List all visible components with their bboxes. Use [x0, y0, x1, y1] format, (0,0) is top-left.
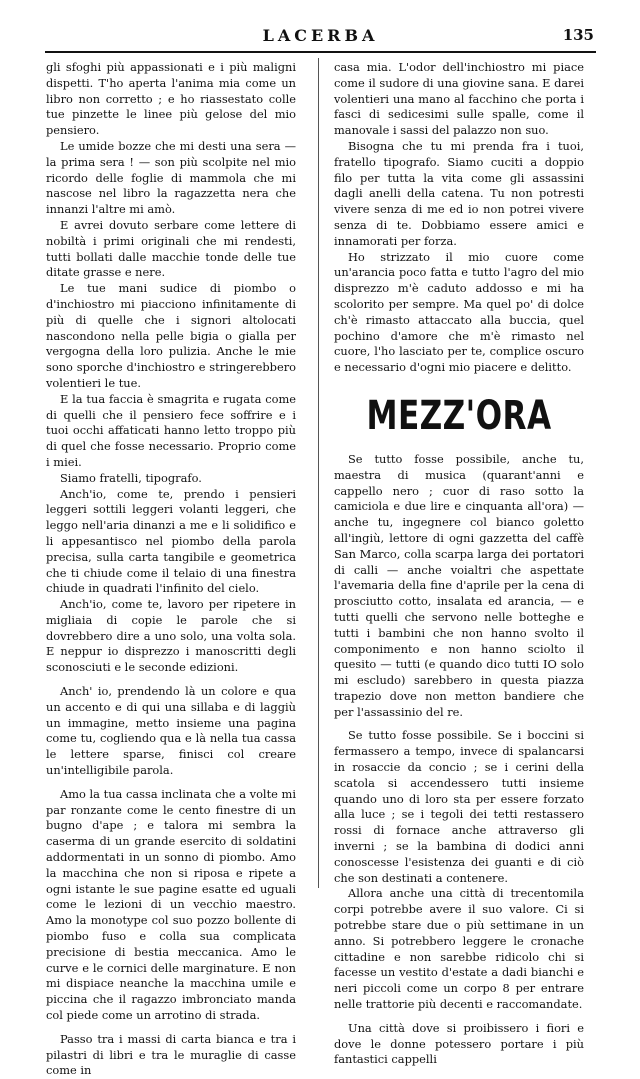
- paragraph: Anch'io, come te, prendo i pensieri leggeri sottili leggeri volanti leggeri, che leggo nell'aria dinanzi a me e li solidifico e li appesantisco nel piombo della parola precisa, sulla carta tangibile e geometrica che ti chiude come il telaio di una finestra chiude in quadrati l'infinito del cielo.: [46, 486, 296, 596]
- paragraph: Anch'io, come te, lavoro per ripetere in migliaia di copie le parole che si dovrebbero dire a uno solo, una volta sola. E neppur io disprezzo i manoscritti degli sconosciuti e le seconde edizioni.: [46, 597, 296, 675]
- paragraph: Una città dove si proibissero i fiori e dove le donne potessero portare i più fantastici cappelli: [334, 1020, 584, 1067]
- paragraph: Passo tra i massi di carta bianca e tra i pilastri di libri e tra le muraglie di casse come in: [46, 1031, 296, 1078]
- paragraph: Le umide bozze che mi desti una sera — la prima sera ! — son più scolpite nel mio ricordo delle foglie di mammola che mi nascose nel libro la ragazzetta nera che innanzi l'altre mi amò.: [46, 138, 296, 217]
- paragraph: casa mia. L'odor dell'inchiostro mi piace come il sudore di una giovine sana. E darei volentieri una mano al facchino che porta i fasci di sedicesimi sulle spalle, come il manovale i sassi del palazzo non suo.: [334, 60, 584, 138]
- paragraph: Se tutto fosse possibile, anche tu, maestra di musica (quarant'anni e cappello nero ; cuor di raso sotto la camiciola e due lire e cinquanta all'ora) — anche tu, ingegnere col bianco goletto all'ingiù, lettore di ogni gazzetta del caffè San Marco, colla scarpa larga dei portatori di calli — anche voialtri che aspettate l'avemaria della fine d'aprile per la cena di prosciutto cotto, insalata ed arancia, — e tutti quelli che servono nelle botteghe e tutti i bambini che non hanno svolto il componimento e non hanno sciolto il quesito — tutti (e quando dico tutti IO solo mi escludo) sarebbero in questa piazza trapezio dove non metton bandiere che per l'assassinio del re.: [334, 451, 584, 719]
- paragraph: Bisogna che tu mi prenda fra i tuoi, fratello tipografo. Siamo cuciti a doppio filo per tutta la vita come gli assassini dagli anelli della catena. Tu non potresti vivere senza di me ed io non potrei vivere senza di te. Dobbiamo essere amici e innamorati per forza.: [334, 138, 584, 248]
- paragraph: Allora anche una città di trecentomila corpi potrebbe avere il suo valore. Ci si potrebbe stare due o più settimane in un anno. Si potrebbero leggere le cronache cittadine e non sarebbe ridicolo chi si facesse un vestito d'estate a dadi bianchi e neri piccoli come un corpo 8 per entrare nelle trattorie più decenti e raccomandate.: [334, 886, 584, 1012]
- paragraph: Siamo fratelli, tipografo.: [60, 470, 202, 485]
- paragraph: Anch' io, prendendo là un colore e qua un accento e di qui una sillaba e di laggiù un immagine, metto insieme una pagina come tu, cogliendo qua e là nella tua cassa le lettere sparse, finisci col creare un'intelligibile parola.: [46, 684, 296, 778]
- left-column: [46, 60, 296, 1079]
- paragraph: Ho strizzato il mio cuore come un'arancia poco fatta e tutto l'agro del mio disprezzo m'è caduto addosso e mi ha scolorito per sempre. Ma quel po' di dolce ch'è rimasto attaccato alla buccia, quel pochino d'amore che m'è rimasto nel cuore, l'ho lasciato per te, complice oscuro e necessario d'ogni mio piacere e delitto.: [334, 249, 584, 375]
- paragraph: E la tua faccia è smagrita e rugata come di quelli che il pensiero fece soffrire e i tuoi occhi affaticati hanno letto troppo più di quel che fosse necessario. Proprio come i miei.: [46, 391, 296, 469]
- paragraph: Le tue mani sudice di piombo o d'inchiostro mi piacciono infinitamente di più di quelle che i signori altolocati nascondono nella pelle bigia o gialla per vergogna della loro pulizia. Anche le mie sono sporche d'inchiostro e stringerebbero volentieri le tue.: [46, 281, 296, 390]
- column-divider: [318, 58, 319, 888]
- paragraph: gli sfoghi più appassionati e i più maligni dispetti. T'ho aperta l'anima mia come un libro non corretto ; e ho riassestato colle tue pinzette le linee più gelose del mio pensiero.: [46, 60, 296, 138]
- paragraph: E avrei dovuto serbare come lettere di nobiltà i primi originali che mi rendesti, tutti bollati dalle macchie tonde delle tue ditate grasse e nere.: [46, 217, 296, 280]
- magazine-title: LACERBA: [262, 26, 379, 45]
- header-rule: [45, 51, 596, 53]
- paragraph: Amo la tua cassa inclinata che a volte mi par ronzante come le cento finestre di un bugno d'ape ; e talora mi sembra la caserma di un grande esercito di soldatini addormentati in un sonno di piombo. Amo la macchina che non si riposa e ripete a ogni istante le sue pagine esatte ed uguali come le lezioni di un vecchio maestro. Amo la monotype col suo pozzo bollente di piombo fuso e colla sua complicata precisione di bestia meccanica. Amo le curve e le cornici delle marginature. E non mi dispiace neanche la macchina umile e piccina che il ragazzo imbronciato manda col piede come un arrotino di strada.: [46, 786, 296, 1023]
- page-number: 135: [562, 26, 594, 44]
- section-title: MEZZ'ORA: [366, 392, 552, 439]
- page-header: [45, 26, 596, 50]
- paragraph: Se tutto fosse possibile. Se i boccini si fermassero a tempo, invece di spalancarsi in rosaccie da concio ; se i cerini della scatola si accendessero tutti insieme quando uno di loro sta per essere forzato alla luce ; se i tegoli dei tetti restassero rossi di fornace anche attraverso gli inverni ; se la bambina di dodici anni conoscesse l'esistenza dei guanti e di ciò che son destinati a contenere.: [334, 728, 584, 885]
